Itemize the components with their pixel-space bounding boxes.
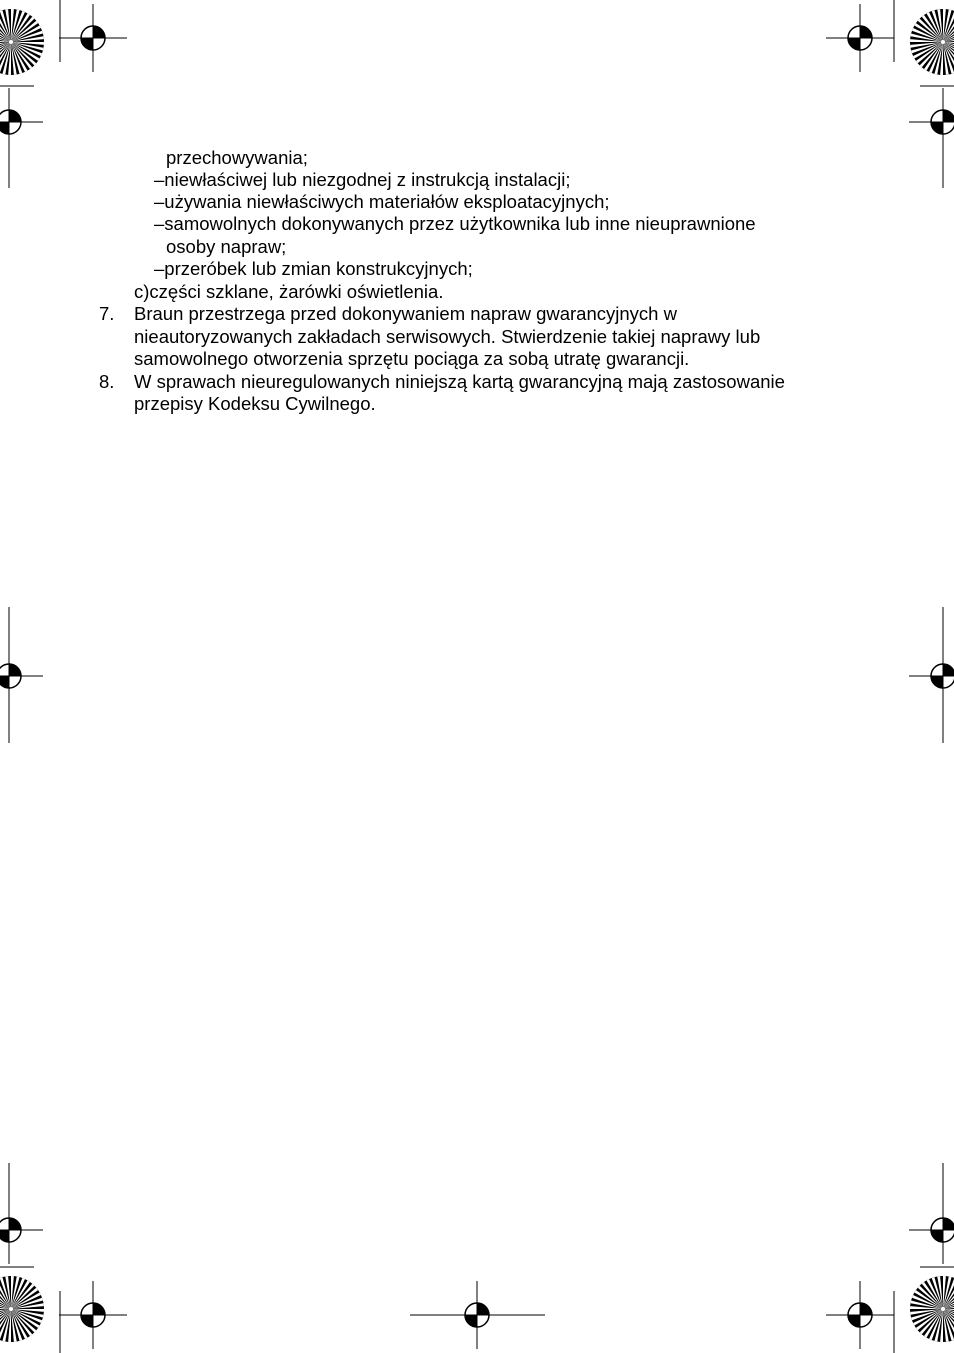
list-number: 8. bbox=[99, 371, 115, 392]
text-line: –samowolnych dokonywanych przez użytkownika lub inne nieuprawnione bbox=[154, 213, 756, 234]
registration-mark-left-lower bbox=[0, 1196, 43, 1264]
registration-mark-bottom-center bbox=[443, 1281, 511, 1349]
registration-mark-left-middle bbox=[0, 642, 43, 710]
list-number: 7. bbox=[99, 303, 115, 324]
starburst-bottom-left bbox=[0, 1276, 44, 1342]
list-item-line: nieautoryzowanych zakładach serwisowych. Stwierdzenie takiej naprawy lub bbox=[134, 326, 761, 347]
text-line: –niewłaściwej lub niezgodnej z instrukcją instalacji; bbox=[154, 169, 571, 190]
registration-mark-bottom-left bbox=[59, 1281, 127, 1349]
text-line: osoby napraw; bbox=[166, 236, 287, 257]
text-line: –przeróbek lub zmian konstrukcyjnych; bbox=[154, 258, 473, 279]
starburst-bottom-right bbox=[910, 1276, 954, 1342]
list-item-line: przepisy Kodeksu Cywilnego. bbox=[134, 393, 376, 414]
list-item-line: samowolnego otworzenia sprzętu pociąga za sobą utratę gwarancji. bbox=[134, 348, 690, 369]
list-item-line: Braun przestrzega przed dokonywaniem napraw gwarancyjnych w bbox=[134, 303, 677, 324]
text-line: –używania niewłaściwych materiałów eksploatacyjnych; bbox=[154, 191, 610, 212]
registration-mark-top-left bbox=[59, 4, 127, 72]
registration-mark-left-upper bbox=[0, 88, 43, 156]
text-line: przechowywania; bbox=[166, 147, 308, 168]
list-item-line: W sprawach nieuregulowanych niniejszą kartą gwarancyjną mają zastosowanie bbox=[134, 371, 785, 392]
starburst-top-right bbox=[910, 9, 954, 75]
registration-mark-bottom-right bbox=[826, 1281, 894, 1349]
registration-mark-right-lower bbox=[909, 1196, 954, 1264]
registration-mark-top-right bbox=[826, 4, 894, 72]
registration-mark-right-upper bbox=[909, 88, 954, 156]
text-line: c)części szklane, żarówki oświetlenia. bbox=[134, 281, 444, 302]
registration-mark-right-middle bbox=[909, 642, 954, 710]
starburst-top-left bbox=[0, 9, 44, 75]
